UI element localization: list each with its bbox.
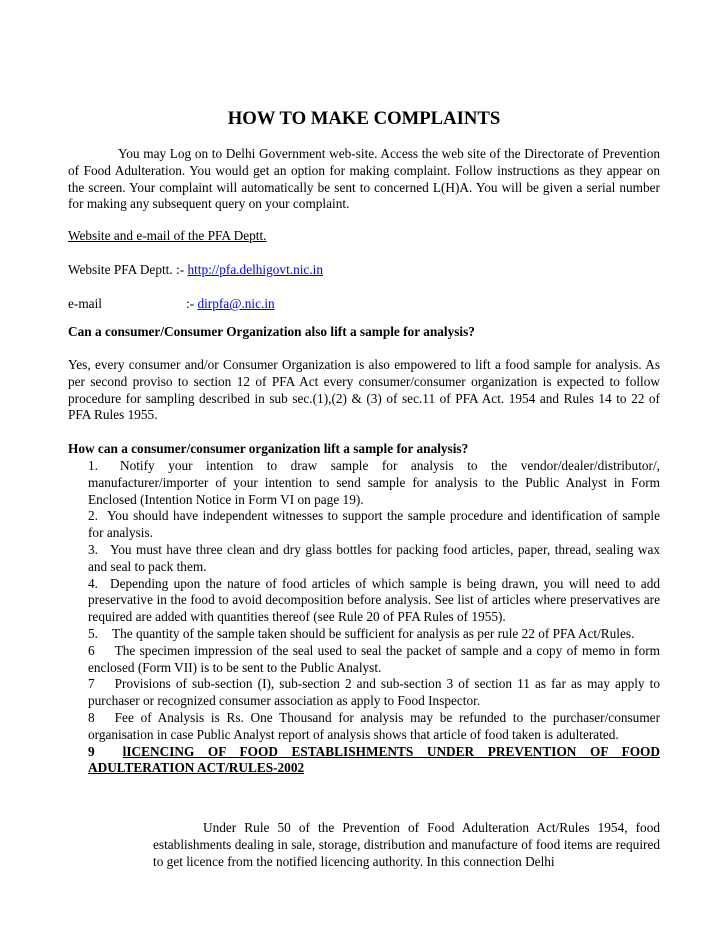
email-label: e-mail xyxy=(68,296,102,311)
intro-paragraph: You may Log on to Delhi Government web-site. Access the web site of the Directorate of Prevention of Food Adulteration. You would get an option for making complaint. Follow instructions as they appear on the screen. Your complaint will automatically be sent to concerned L(H)A. You will be given a serial number for making any subsequent query on your complaint. xyxy=(68,146,660,212)
list-item xyxy=(88,576,660,626)
email-link[interactable]: dirpfa@.nic.in xyxy=(197,296,275,311)
page-title: HOW TO MAKE COMPLAINTS xyxy=(227,108,501,129)
step-text: You must have three clean and dry glass bottles for packing food articles, paper, thread, sealing wax and seal to pack them. xyxy=(88,541,660,574)
email-separator: :- xyxy=(186,296,198,311)
website-label: Website PFA Deptt. :- xyxy=(68,262,188,277)
step-number: 5. xyxy=(88,625,98,641)
section-9-number: 9 xyxy=(88,743,95,759)
step-text: The quantity of the sample taken should be sufficient for analysis as per rule 22 of PFA Act/Rules. xyxy=(111,625,635,641)
website-heading xyxy=(68,228,660,245)
step-number: 7 xyxy=(88,676,95,692)
step-number: 1. xyxy=(88,458,98,473)
website-row xyxy=(68,262,323,279)
step-number: 6 xyxy=(88,642,95,658)
list-item xyxy=(88,508,660,542)
step-number: 2. xyxy=(88,508,98,524)
list-item xyxy=(88,626,660,643)
closing-text: Under Rule 50 of the Prevention of Food Adulteration Act/Rules 1954, food establishments dealing in sale, storage, distribution and manufacture of food items are required to get licence from the notified licencing authority. In this connection Delhi xyxy=(153,820,660,869)
steps-list xyxy=(88,458,660,777)
step-text: You should have independent witnesses to support the sample procedure and identification of sample for analysis. xyxy=(88,508,660,541)
section-9-heading xyxy=(88,744,660,778)
step-text: Notify your intention to draw sample for analysis to the vendor/dealer/distributor/, manufacturer/importer of your intention to send sample for analysis to the Public Analyst in Form Enclosed (Intention Notice in Form VI on page 19). xyxy=(88,458,660,507)
step-number: 4. xyxy=(88,575,98,591)
website-heading-text: Website and e-mail of the PFA Deptt. xyxy=(68,228,267,243)
list-item xyxy=(88,643,660,677)
list-item xyxy=(88,542,660,576)
step-number: 3. xyxy=(88,541,98,557)
section-9-text: lICENCING OF FOOD ESTABLISHMENTS UNDER PREVENTION OF FOOD ADULTERATION ACT/RULES-2002 xyxy=(88,743,660,776)
step-number: 8 xyxy=(88,709,95,725)
step-text: Fee of Analysis is Rs. One Thousand for analysis may be refunded to the purchaser/consumer organisation in case Public Analyst report of analysis shows that article of food taken is adulterated. xyxy=(88,709,660,742)
list-item xyxy=(88,676,660,710)
email-row xyxy=(68,296,275,313)
step-text: The specimen impression of the seal used to seal the packet of sample and a copy of memo in form enclosed (Form VII) is to be sent to the Public Analyst. xyxy=(88,642,660,675)
list-item xyxy=(88,710,660,744)
closing-paragraph xyxy=(153,820,660,870)
question-1: Can a consumer/Consumer Organization also lift a sample for analysis? xyxy=(68,324,475,339)
answer-1: Yes, every consumer and/or Consumer Organization is also empowered to lift a food sample for analysis. As per second proviso to section 12 of PFA Act every consumer/consumer organization is expected to follow procedure for sampling described in sub sec.(1),(2) & (3) of sec.11 of PFA Act. 1954 and Rules 14 to 22 of PFA Rules 1955. xyxy=(68,357,660,423)
step-text: Provisions of sub-section (I), sub-section 2 and sub-section 3 of section 11 as far as may apply to purchaser or recognized consumer association as apply to Food Inspector. xyxy=(88,676,660,709)
step-text: Depending upon the nature of food articles of which sample is being drawn, you will need to add preservative in the food to avoid decomposition before analysis. See list of articles where preservatives are required are added with quantities thereof (see Rule 20 of PFA Rules of 1955). xyxy=(88,575,660,625)
website-link[interactable]: http://pfa.delhigovt.nic.in xyxy=(187,262,324,277)
question-2: How can a consumer/consumer organization lift a sample for analysis? xyxy=(68,441,469,456)
list-item xyxy=(88,458,660,508)
